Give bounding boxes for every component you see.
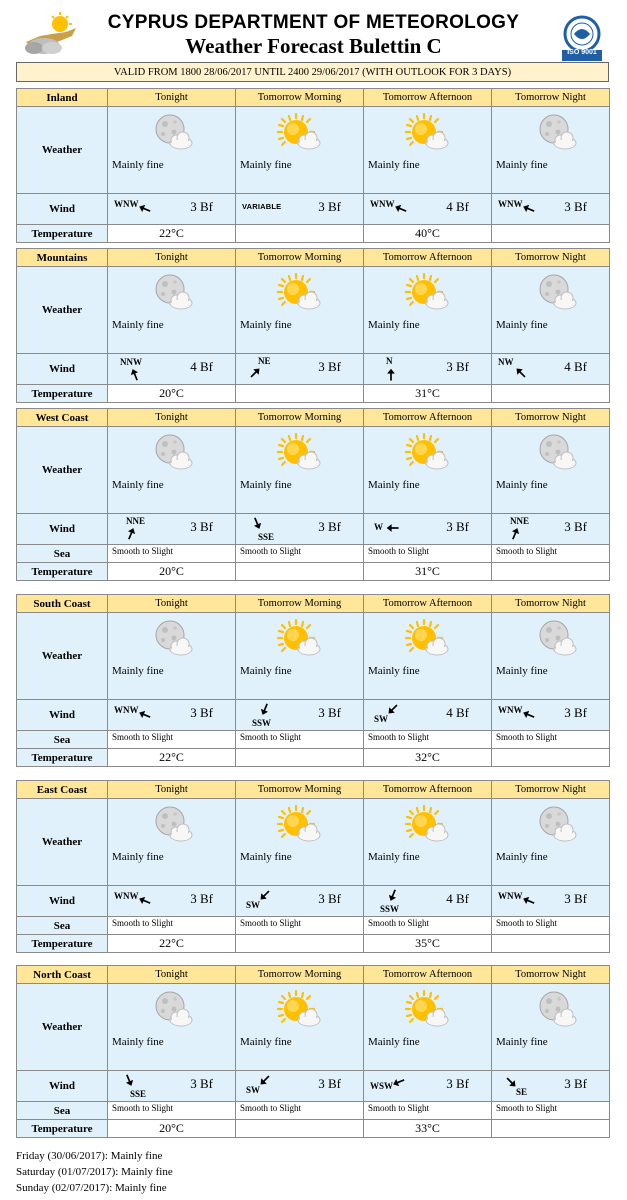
wind-direction: WNW: [498, 705, 523, 715]
wind-direction: NNE: [126, 516, 146, 526]
sun-cloud-icon: [276, 113, 324, 153]
empty-temperature-cell: [236, 563, 364, 581]
moon-cloud-icon: [532, 433, 580, 473]
wind-arrow-icon: [392, 1075, 406, 1089]
period-header: Tomorrow Night: [492, 781, 610, 799]
empty-temperature-cell: [492, 749, 610, 767]
sea-state: Smooth to Slight: [112, 546, 174, 556]
region-section: [16, 594, 610, 767]
wind-cell: [364, 1071, 492, 1102]
weather-row-label: Weather: [17, 427, 108, 514]
wind-force: 3 Bf: [564, 891, 587, 906]
wind-force: 3 Bf: [318, 1076, 341, 1091]
wind-direction: SSW: [252, 718, 272, 728]
wind-direction: SSW: [380, 904, 400, 914]
wind-arrow-icon: [138, 708, 152, 722]
wind-cell: [364, 194, 492, 225]
sea-cell: [236, 917, 364, 935]
weather-cell: [364, 427, 492, 514]
day-temperature: 33°C: [364, 1120, 492, 1138]
wind-arrow-icon: [504, 1075, 518, 1089]
wind-direction: WSW: [370, 1081, 394, 1091]
empty-temperature-cell: [236, 1120, 364, 1138]
weather-description: Mainly fine: [112, 159, 164, 171]
wind-direction: NNW: [120, 357, 142, 367]
region-name: Mountains: [17, 249, 108, 267]
sea-row-label: Sea: [17, 731, 108, 749]
wind-cell: [364, 354, 492, 385]
weather-cell: [364, 613, 492, 700]
sun-cloud-icon: [276, 805, 324, 845]
sea-state: Smooth to Slight: [112, 1103, 174, 1113]
region-name: West Coast: [17, 409, 108, 427]
region-name: Inland: [17, 89, 108, 107]
weather-description: Mainly fine: [112, 1036, 164, 1048]
moon-cloud-icon: [148, 619, 196, 659]
wind-direction: WNW: [498, 891, 523, 901]
wind-arrow-icon: [522, 708, 536, 722]
wind-arrow-icon: [514, 366, 528, 380]
wind-cell: [108, 1071, 236, 1102]
wind-arrow-icon: [248, 366, 262, 380]
wind-arrow-icon: [386, 702, 400, 716]
wind-cell: [492, 1071, 610, 1102]
wind-arrow-icon: [138, 202, 152, 216]
wind-force: 4 Bf: [446, 705, 469, 720]
period-header: Tomorrow Morning: [236, 781, 364, 799]
sun-cloud-icon: [404, 273, 452, 313]
weather-cell: [492, 984, 610, 1071]
sea-state: Smooth to Slight: [496, 546, 558, 556]
outlook-line: Sunday (02/07/2017): Mainly fine: [16, 1182, 167, 1194]
period-header: Tomorrow Afternoon: [364, 409, 492, 427]
sea-cell: [108, 731, 236, 749]
period-header: Tomorrow Morning: [236, 966, 364, 984]
sea-cell: [364, 545, 492, 563]
weather-description: Mainly fine: [112, 479, 164, 491]
weather-description: Mainly fine: [368, 479, 420, 491]
wind-arrow-icon: [258, 1073, 272, 1087]
sea-cell: [364, 731, 492, 749]
sun-cloud-icon: [276, 990, 324, 1030]
bulletin-header: [0, 0, 627, 62]
night-temperature: 20°C: [108, 563, 236, 581]
wind-arrow-icon: [258, 888, 272, 902]
iso-label: ISO 9001: [567, 49, 597, 56]
weather-description: Mainly fine: [496, 159, 548, 171]
temperature-row-label: Temperature: [17, 385, 108, 403]
temperature-row-label: Temperature: [17, 563, 108, 581]
weather-cell: [492, 613, 610, 700]
wind-cell: [364, 514, 492, 545]
wind-cell: [364, 886, 492, 917]
wind-cell: [108, 886, 236, 917]
wind-force: 3 Bf: [190, 705, 213, 720]
moon-cloud-icon: [148, 805, 196, 845]
period-header: Tomorrow Morning: [236, 595, 364, 613]
sea-state: Smooth to Slight: [240, 732, 302, 742]
sea-cell: [236, 731, 364, 749]
wind-direction: SSE: [258, 532, 275, 542]
wind-direction: NW: [498, 357, 514, 367]
sea-cell: [364, 1102, 492, 1120]
region-section: [16, 248, 610, 403]
wind-force: 3 Bf: [190, 891, 213, 906]
moon-cloud-icon: [532, 273, 580, 313]
weather-cell: [108, 107, 236, 194]
wind-direction: N: [386, 356, 393, 366]
sea-cell: [236, 1102, 364, 1120]
wind-force: 3 Bf: [564, 705, 587, 720]
empty-temperature-cell: [492, 563, 610, 581]
sun-cloud-icon: [276, 619, 324, 659]
wind-force: 3 Bf: [446, 1076, 469, 1091]
wind-arrow-icon: [258, 702, 272, 716]
weather-cell: [364, 799, 492, 886]
wind-direction: W: [374, 522, 383, 532]
day-temperature: 32°C: [364, 749, 492, 767]
sea-state: Smooth to Slight: [240, 1103, 302, 1113]
weather-cell: [108, 799, 236, 886]
outlook-line: Saturday (01/07/2017): Mainly fine: [16, 1166, 173, 1178]
wind-direction: WNW: [370, 199, 395, 209]
wind-force: 3 Bf: [190, 199, 213, 214]
weather-cell: [492, 107, 610, 194]
weather-description: Mainly fine: [496, 1036, 548, 1048]
weather-cell: [236, 613, 364, 700]
moon-cloud-icon: [148, 273, 196, 313]
period-header: Tonight: [108, 89, 236, 107]
weather-cell: [236, 799, 364, 886]
sea-state: Smooth to Slight: [240, 546, 302, 556]
weather-description: Mainly fine: [240, 319, 292, 331]
sun-cloud-icon: [404, 433, 452, 473]
weather-row-label: Weather: [17, 984, 108, 1071]
wind-force: 3 Bf: [564, 519, 587, 534]
period-header: Tomorrow Morning: [236, 249, 364, 267]
wind-arrow-icon: [250, 516, 264, 530]
weather-cell: [492, 799, 610, 886]
weather-description: Mainly fine: [112, 665, 164, 677]
wind-direction: SE: [516, 1087, 528, 1097]
weather-cell: [492, 267, 610, 354]
temperature-row-label: Temperature: [17, 935, 108, 953]
wind-direction: VARIABLE: [242, 202, 282, 211]
weather-description: Mainly fine: [368, 319, 420, 331]
wind-row-label: Wind: [17, 354, 108, 385]
region-section: [16, 780, 610, 953]
wind-force: 4 Bf: [446, 891, 469, 906]
wind-force: 4 Bf: [564, 359, 587, 374]
period-header: Tomorrow Night: [492, 966, 610, 984]
weather-description: Mainly fine: [496, 479, 548, 491]
empty-temperature-cell: [492, 1120, 610, 1138]
wind-force: 3 Bf: [190, 519, 213, 534]
wind-force: 3 Bf: [318, 199, 341, 214]
wind-cell: [364, 700, 492, 731]
weather-cell: [108, 613, 236, 700]
sea-state: Smooth to Slight: [240, 918, 302, 928]
region-section: [16, 965, 610, 1138]
wind-cell: [492, 514, 610, 545]
wind-direction: SW: [246, 900, 261, 910]
day-temperature: 40°C: [364, 225, 492, 243]
night-temperature: 20°C: [108, 385, 236, 403]
wind-cell: [108, 194, 236, 225]
sun-cloud-icon: [404, 990, 452, 1030]
wind-force: 3 Bf: [318, 519, 341, 534]
wind-force: 3 Bf: [564, 1076, 587, 1091]
wind-direction: SW: [374, 714, 389, 724]
outlook-line: Friday (30/06/2017): Mainly fine: [16, 1150, 163, 1162]
sea-row-label: Sea: [17, 545, 108, 563]
wind-force: 3 Bf: [318, 359, 341, 374]
sun-cloud-icon: [276, 273, 324, 313]
temperature-row-label: Temperature: [17, 749, 108, 767]
wind-arrow-icon: [522, 202, 536, 216]
weather-row-label: Weather: [17, 267, 108, 354]
sea-cell: [492, 545, 610, 563]
period-header: Tomorrow Night: [492, 595, 610, 613]
temperature-row-label: Temperature: [17, 225, 108, 243]
sea-cell: [492, 917, 610, 935]
night-temperature: 22°C: [108, 935, 236, 953]
weather-description: Mainly fine: [112, 319, 164, 331]
period-header: Tomorrow Afternoon: [364, 89, 492, 107]
sea-cell: [108, 545, 236, 563]
empty-temperature-cell: [236, 749, 364, 767]
region-section: [16, 408, 610, 581]
wind-arrow-icon: [384, 368, 398, 382]
day-temperature: 31°C: [364, 385, 492, 403]
wind-force: 4 Bf: [190, 359, 213, 374]
period-header: Tonight: [108, 409, 236, 427]
weather-description: Mainly fine: [240, 159, 292, 171]
wind-cell: [108, 514, 236, 545]
day-temperature: 31°C: [364, 563, 492, 581]
sun-cloud-icon: [404, 619, 452, 659]
weather-cell: [236, 107, 364, 194]
temperature-row-label: Temperature: [17, 1120, 108, 1138]
period-header: Tomorrow Night: [492, 89, 610, 107]
wind-arrow-icon: [394, 202, 408, 216]
wind-force: 3 Bf: [446, 359, 469, 374]
weather-cell: [108, 267, 236, 354]
empty-temperature-cell: [492, 385, 610, 403]
period-header: Tonight: [108, 595, 236, 613]
sea-cell: [236, 545, 364, 563]
period-header: Tomorrow Afternoon: [364, 249, 492, 267]
weather-cell: [492, 427, 610, 514]
wind-direction: WNW: [114, 705, 139, 715]
empty-temperature-cell: [236, 385, 364, 403]
weather-cell: [364, 107, 492, 194]
wind-arrow-icon: [124, 527, 138, 541]
weather-description: Mainly fine: [496, 851, 548, 863]
wind-force: 3 Bf: [318, 705, 341, 720]
empty-temperature-cell: [492, 935, 610, 953]
sun-cloud-icon: [404, 113, 452, 153]
weather-description: Mainly fine: [496, 665, 548, 677]
wind-arrow-icon: [138, 894, 152, 908]
region-name: North Coast: [17, 966, 108, 984]
sea-state: Smooth to Slight: [368, 732, 430, 742]
period-header: Tonight: [108, 249, 236, 267]
sun-cloud-icon: [276, 433, 324, 473]
wind-direction: WNW: [114, 199, 139, 209]
empty-temperature-cell: [236, 935, 364, 953]
moon-cloud-icon: [532, 113, 580, 153]
wind-cell: [236, 886, 364, 917]
weather-description: Mainly fine: [496, 319, 548, 331]
wind-cell: [108, 354, 236, 385]
wind-cell: [492, 354, 610, 385]
period-header: Tomorrow Afternoon: [364, 595, 492, 613]
wind-arrow-icon: [386, 888, 400, 902]
weather-description: Mainly fine: [368, 665, 420, 677]
sea-state: Smooth to Slight: [496, 1103, 558, 1113]
sea-state: Smooth to Slight: [368, 918, 430, 928]
sea-cell: [108, 917, 236, 935]
weather-description: Mainly fine: [368, 1036, 420, 1048]
sea-cell: [364, 917, 492, 935]
wind-arrow-icon: [122, 1073, 136, 1087]
region-name: South Coast: [17, 595, 108, 613]
weather-description: Mainly fine: [240, 479, 292, 491]
weather-description: Mainly fine: [368, 159, 420, 171]
wind-direction: WNW: [498, 199, 523, 209]
weather-description: Mainly fine: [240, 1036, 292, 1048]
weather-cell: [108, 427, 236, 514]
weather-description: Mainly fine: [240, 851, 292, 863]
wind-cell: [236, 700, 364, 731]
weather-description: Mainly fine: [112, 851, 164, 863]
wind-direction: NE: [258, 356, 271, 366]
wind-row-label: Wind: [17, 194, 108, 225]
moon-cloud-icon: [148, 990, 196, 1030]
sea-cell: [492, 1102, 610, 1120]
sea-state: Smooth to Slight: [368, 1103, 430, 1113]
empty-temperature-cell: [236, 225, 364, 243]
wind-direction: NNE: [510, 516, 530, 526]
period-header: Tomorrow Morning: [236, 409, 364, 427]
night-temperature: 22°C: [108, 225, 236, 243]
sea-state: Smooth to Slight: [496, 732, 558, 742]
sea-cell: [492, 731, 610, 749]
wind-force: 3 Bf: [318, 891, 341, 906]
moon-cloud-icon: [532, 619, 580, 659]
period-header: Tonight: [108, 966, 236, 984]
weather-row-label: Weather: [17, 799, 108, 886]
wind-cell: [108, 700, 236, 731]
region-name: East Coast: [17, 781, 108, 799]
sea-cell: [108, 1102, 236, 1120]
weather-cell: [236, 267, 364, 354]
wind-row-label: Wind: [17, 886, 108, 917]
wind-cell: [492, 700, 610, 731]
period-header: Tomorrow Afternoon: [364, 966, 492, 984]
sea-row-label: Sea: [17, 1102, 108, 1120]
wind-direction: WNW: [114, 891, 139, 901]
wind-cell: [236, 194, 364, 225]
sea-state: Smooth to Slight: [368, 546, 430, 556]
wind-cell: [236, 514, 364, 545]
sea-state: Smooth to Slight: [112, 918, 174, 928]
weather-cell: [364, 984, 492, 1071]
wind-force: 4 Bf: [446, 199, 469, 214]
weather-description: Mainly fine: [368, 851, 420, 863]
moon-cloud-icon: [148, 113, 196, 153]
weather-cell: [236, 427, 364, 514]
empty-temperature-cell: [492, 225, 610, 243]
validity-banner: VALID FROM 1800 28/06/2017 UNTIL 2400 29/06/2017 (WITH OUTLOOK FOR 3 DAYS): [16, 62, 609, 82]
night-temperature: 20°C: [108, 1120, 236, 1138]
wind-direction: SSE: [130, 1089, 147, 1099]
weather-row-label: Weather: [17, 613, 108, 700]
moon-cloud-icon: [148, 433, 196, 473]
wind-arrow-icon: [522, 894, 536, 908]
wind-row-label: Wind: [17, 514, 108, 545]
wind-cell: [236, 354, 364, 385]
sea-row-label: Sea: [17, 917, 108, 935]
period-header: Tonight: [108, 781, 236, 799]
period-header: Tomorrow Afternoon: [364, 781, 492, 799]
moon-cloud-icon: [532, 990, 580, 1030]
wind-cell: [492, 886, 610, 917]
wind-arrow-icon: [128, 368, 142, 382]
wind-force: 3 Bf: [190, 1076, 213, 1091]
wind-cell: [492, 194, 610, 225]
weather-cell: [364, 267, 492, 354]
night-temperature: 22°C: [108, 749, 236, 767]
sea-state: Smooth to Slight: [112, 732, 174, 742]
bulletin-title: Weather Forecast Bulettin C: [185, 34, 442, 58]
weather-cell: [236, 984, 364, 1071]
weather-row-label: Weather: [17, 107, 108, 194]
wind-force: 3 Bf: [564, 199, 587, 214]
period-header: Tomorrow Night: [492, 249, 610, 267]
weather-cell: [108, 984, 236, 1071]
period-header: Tomorrow Night: [492, 409, 610, 427]
day-temperature: 35°C: [364, 935, 492, 953]
moon-cloud-icon: [532, 805, 580, 845]
wind-row-label: Wind: [17, 1071, 108, 1102]
sun-cloud-icon: [404, 805, 452, 845]
wind-arrow-icon: [386, 521, 400, 535]
department-title: CYPRUS DEPARTMENT OF METEOROLOGY: [107, 12, 520, 33]
weather-description: Mainly fine: [240, 665, 292, 677]
wind-arrow-icon: [508, 527, 522, 541]
period-header: Tomorrow Morning: [236, 89, 364, 107]
wind-direction: SW: [246, 1085, 261, 1095]
wind-force: 3 Bf: [446, 519, 469, 534]
wind-row-label: Wind: [17, 700, 108, 731]
sea-state: Smooth to Slight: [496, 918, 558, 928]
region-section: [16, 88, 610, 243]
wind-cell: [236, 1071, 364, 1102]
